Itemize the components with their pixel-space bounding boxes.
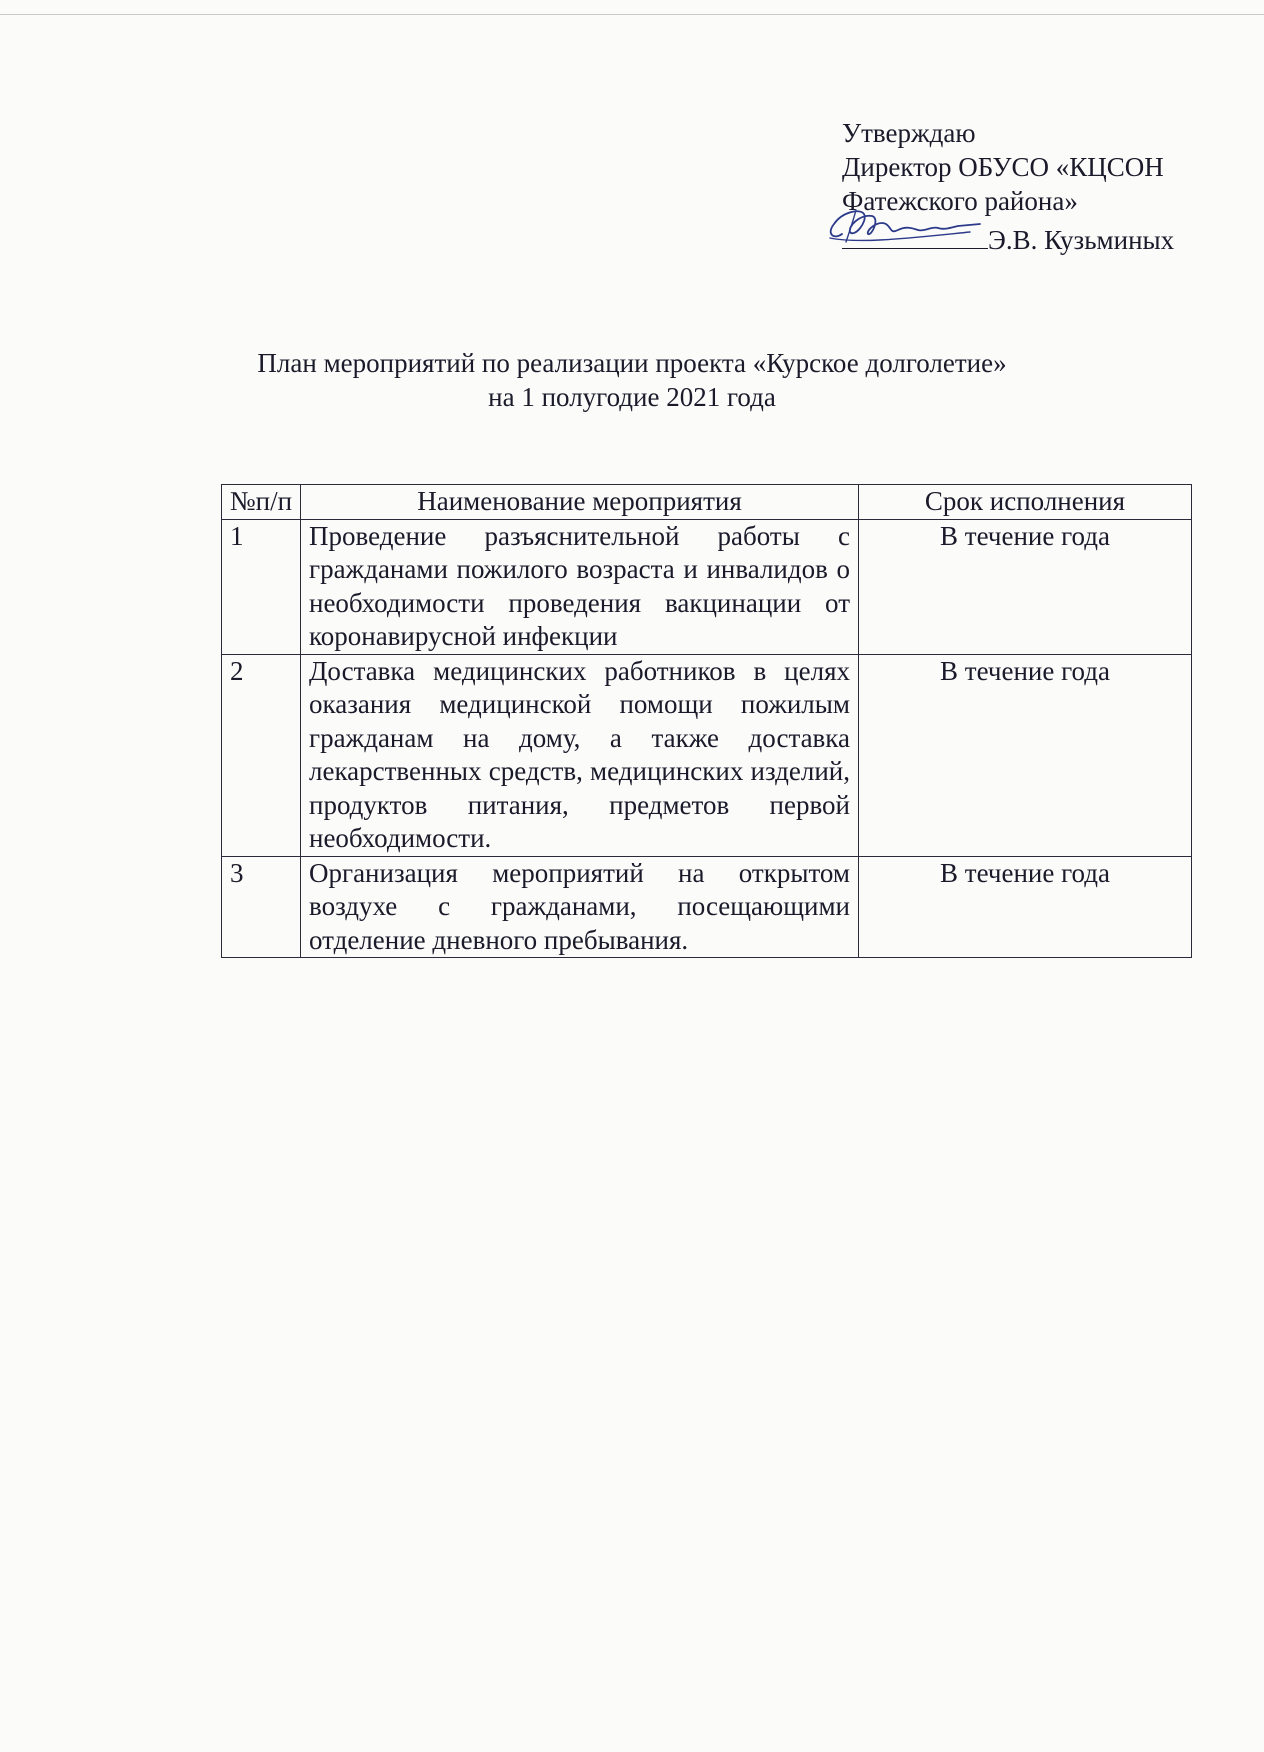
approval-block [842,116,1174,257]
signer-name: Э.В. Кузьминых [988,225,1175,255]
scan-top-edge-line [0,14,1264,15]
header-activity-name: Наименование мероприятия [301,485,859,520]
row-number: 2 [222,654,301,856]
row-number: 1 [222,519,301,654]
row-deadline: В течение года [859,856,1192,958]
row-activity-name: Организация мероприятий на открытом воздухе с гражданами, посещающими отделение дневного пребывания. [301,856,859,958]
signature-line [842,218,1174,257]
table-row [222,856,1192,958]
signature-blank [842,218,988,249]
approval-organization: Фатежского района» [842,186,1078,216]
table-header-row [222,485,1192,520]
row-deadline: В течение года [859,519,1192,654]
header-number: №п/п [222,485,301,520]
row-activity-name: Проведение разъяснительной работы с гражданами пожилого возраста и инвалидов о необходимости проведения вакцинации от коронавирусной инфекции [301,519,859,654]
approval-heading: Утверждаю [842,118,976,148]
handwritten-signature [820,204,1000,252]
table-row [222,654,1192,856]
header-deadline: Срок исполнения [859,485,1192,520]
row-number: 3 [222,856,301,958]
approval-position: Директор ОБУСО «КЦСОН [842,152,1164,182]
title-line-2: на 1 полугодие 2021 года [488,382,776,412]
activities-table [221,484,1192,958]
table-row [222,519,1192,654]
document-title [0,346,1264,414]
title-line-1: План мероприятий по реализации проекта «Курское долголетие» [257,348,1007,378]
row-deadline: В течение года [859,654,1192,856]
row-activity-name: Доставка медицинских работников в целях оказания медицинской помощи пожилым гражданам на дому, а также доставка лекарственных средств, медицинских изделий, продуктов питания, предметов первой необходимости. [301,654,859,856]
